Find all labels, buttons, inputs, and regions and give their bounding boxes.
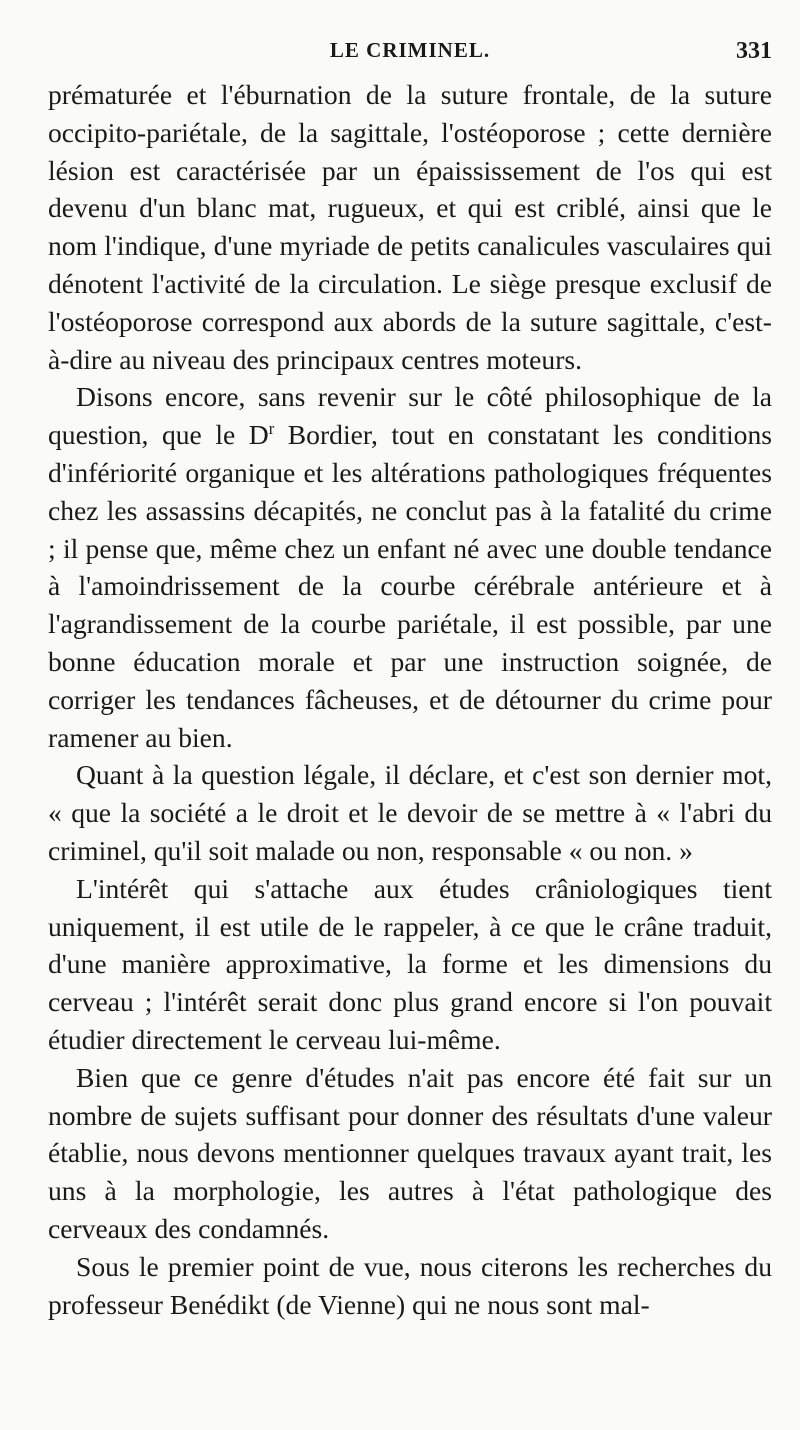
paragraph-text: Bordier, tout en constatant les conditions d'infériorité organique et les altérations pathologiques fréquentes chez les assassins décapités, ne conclut pas à la fatalité du crime ; il pense que, même chez un enfant né avec une double tendance à l'amoindrissement de la courbe cérébrale antérieure et à l'agrandissement de la courbe pariétale, il est possible, par une bonne éducation morale et par une instruction soignée, de corriger les tendances fâcheuses, et de détourner du crime pour ramener au bien. [48, 419, 772, 753]
paragraph: Sous le premier point de vue, nous citerons les recherches du professeur Benédikt (de Vienne) qui ne nous sont mal- [48, 1250, 772, 1320]
book-page [48, 38, 772, 1408]
paragraph: prématurée et l'éburnation de la suture frontale, de la suture occipito-pariétale, de la sagittale, l'ostéoporose ; cette dernière lésion est caractérisée par un épaississement de l'os qui est devenu d'un blanc mat, rugueux, et qui est criblé, ainsi que le nom l'indique, d'une myriade de petits canalicules vasculaires qui dénotent l'activité de la circulation. Le siège presque exclusif de l'ostéoporose correspond aux abords de la suture sagittale, c'est-à-dire au niveau des principaux centres moteurs. [48, 79, 772, 375]
paragraph-text: Disons encore, sans revenir sur le côté philosophique de la question, que le D [48, 381, 772, 451]
page-header [48, 38, 772, 74]
paragraph [48, 378, 772, 756]
paragraph: L'intérêt qui s'attache aux études crâniologiques tient uniquement, il est utile de le rappeler, à ce que le crâne traduit, d'une manière approximative, la forme et les dimensions du cerveau ; l'intérêt serait donc plus grand encore si l'on pouvait étudier directement le cerveau lui-même. [48, 872, 772, 1055]
paragraph: Quant à la question légale, il déclare, et c'est son dernier mot, « que la société a le droit et le devoir de se mettre à « l'abri du criminel, qu'il soit malade ou non, responsable « ou non. » [48, 759, 772, 866]
paragraph: Bien que ce genre d'études n'ait pas encore été fait sur un nombre de sujets suffisant pour donner des résultats d'une valeur établie, nous devons mentionner quelques travaux ayant trait, les uns à la morphologie, les autres à l'état pathologique des cerveaux des condamnés. [48, 1061, 772, 1244]
running-head: LE CRIMINEL. [329, 38, 491, 62]
page-number: 331 [736, 38, 772, 64]
superscript-abbrev: r [268, 418, 275, 438]
body-text [48, 76, 772, 1323]
